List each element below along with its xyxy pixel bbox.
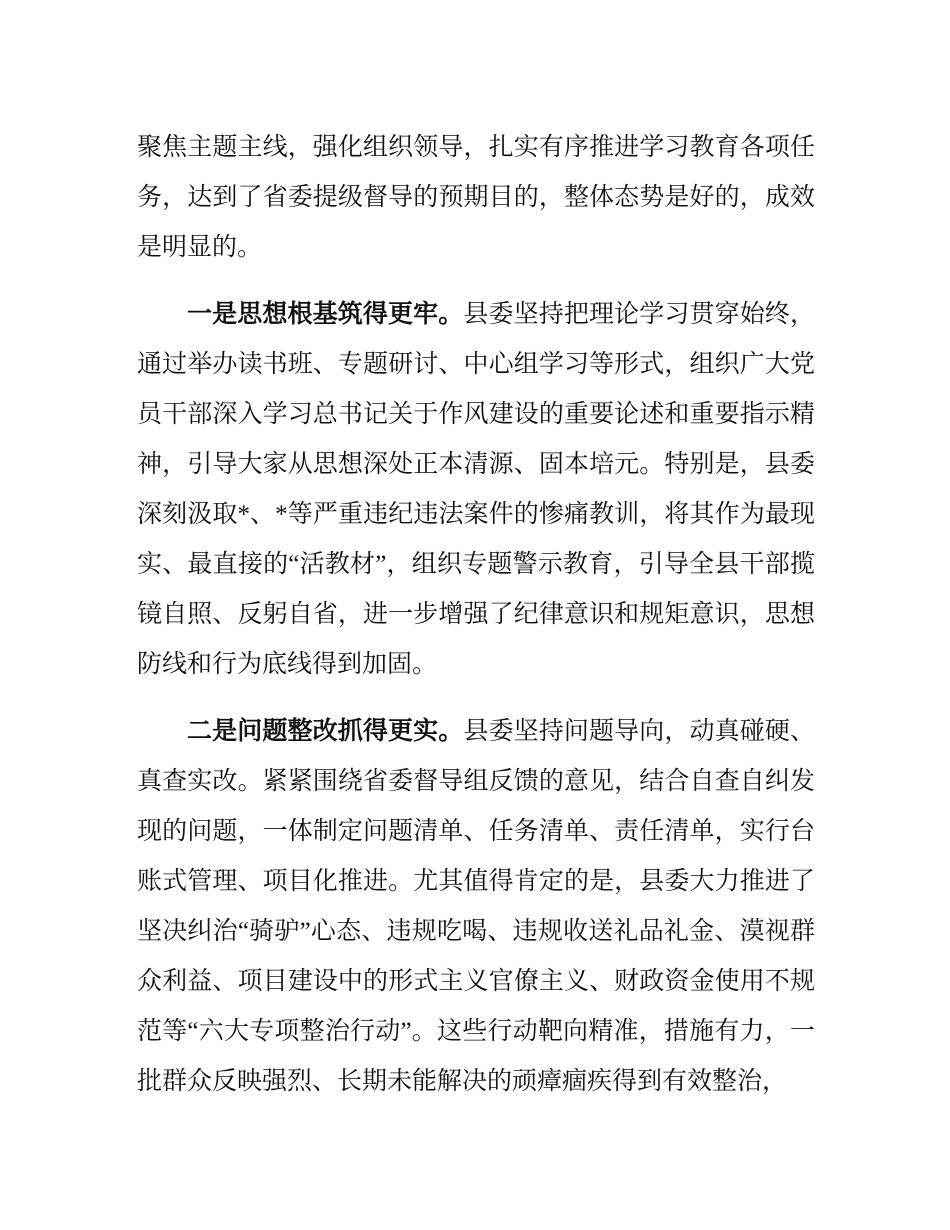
point-one-heading: 一是思想根基筑得更牢。: [187, 300, 464, 328]
paragraph-point-one: [137, 289, 815, 690]
point-two-body-text: 县委坚持问题导向，动真碰硬、真查实改。紧紧围绕省委督导组反馈的意见，结合自查自纠发现的问题，一体制定问题清单、任务清单、责任清单，实行台账式管理、项目化推进。尤其值得肯定的是，县委大力推进了坚决纠治“骑驴”心态、违规吃喝、违规收送礼品礼金、漠视群众利益、项目建设中的形式主义官僚主义、财政资金使用不规范等“六大专项整治行动”。这些行动靶向精准，措施有力，一批群众反映强烈、长期未能解决的顽瘴痼疾得到有效整治，: [137, 718, 815, 1095]
paragraph-point-two: [137, 706, 815, 1107]
paragraph-continuation-text: 聚焦主题主线，强化组织领导，扎实有序推进学习教育各项任务，达到了省委提级督导的预期目的，整体态势是好的，成效是明显的。: [137, 134, 815, 261]
point-two-heading: 二是问题整改抓得更实。: [187, 717, 464, 745]
paragraph-continuation: [137, 123, 815, 273]
point-one-body-text: 县委坚持把理论学习贯穿始终，通过举办读书班、专题研讨、中心组学习等形式，组织广大党员干部深入学习总书记关于作风建设的重要论述和重要指示精神，引导大家从思想深处正本清源、固本培元。特别是，县委深刻汲取*、*等严重违纪违法案件的惨痛教训，将其作为最现实、最直接的“活教材”，组织专题警示教育，引导全县干部揽镜自照、反躬自省，进一步增强了纪律意识和规矩意识，思想防线和行为底线得到加固。: [137, 301, 815, 678]
